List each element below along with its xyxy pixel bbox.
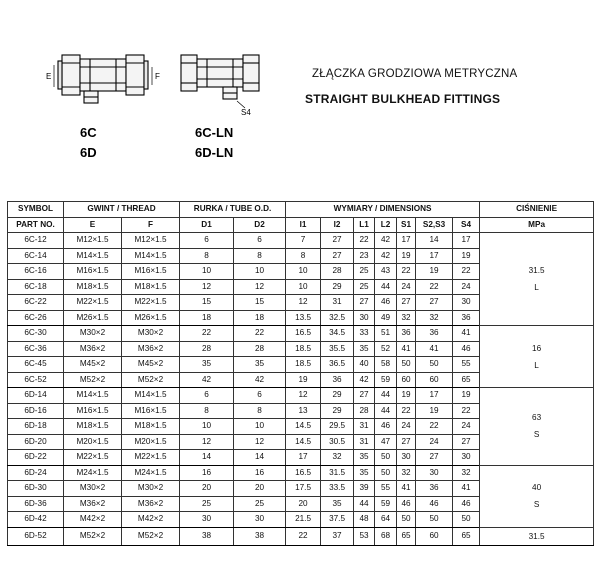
table-cell: 36.5: [321, 357, 354, 373]
table-cell: 15: [234, 295, 286, 311]
table-cell: 30: [234, 512, 286, 528]
subheader-cell: PART NO.: [8, 217, 64, 233]
table-cell: 29.5: [321, 419, 354, 435]
table-cell: 12: [286, 388, 321, 404]
table-cell: 27: [397, 434, 416, 450]
table-cell: 33.5: [321, 481, 354, 497]
subheader-cell: MPa: [480, 217, 594, 233]
table-cell: M12×1.5: [64, 233, 122, 249]
table-cell: 12: [180, 279, 234, 295]
table-cell: 65: [397, 527, 416, 545]
table-cell: 27: [354, 295, 375, 311]
table-cell: 49: [375, 310, 397, 326]
dimension-s4-label: S4: [241, 108, 251, 117]
table-cell: 22: [453, 403, 480, 419]
title-english: STRAIGHT BULKHEAD FITTINGS: [305, 92, 501, 106]
table-cell: 24: [453, 279, 480, 295]
table-cell: 60: [397, 372, 416, 388]
part-number-cell: 6C-36: [8, 341, 64, 357]
table-cell: 36: [397, 326, 416, 342]
table-cell: 59: [375, 496, 397, 512]
table-cell: 22: [453, 264, 480, 280]
table-cell: 46: [375, 419, 397, 435]
table-cell: M36×2: [122, 341, 180, 357]
table-cell: 50: [416, 357, 453, 373]
table-cell: M42×2: [64, 512, 122, 528]
table-cell: 27: [453, 434, 480, 450]
part-number-cell: 6D-22: [8, 450, 64, 466]
table-cell: 68: [375, 527, 397, 545]
table-cell: M42×2: [122, 512, 180, 528]
table-cell: 46: [453, 496, 480, 512]
table-cell: 30: [180, 512, 234, 528]
table-cell: M36×2: [64, 496, 122, 512]
table-cell: 41: [397, 341, 416, 357]
table-subheader-row: [8, 217, 594, 233]
table-cell: M20×1.5: [64, 434, 122, 450]
part-number-cell: 6D-52: [8, 527, 64, 545]
table-cell: M30×2: [64, 326, 122, 342]
table-cell: 8: [286, 248, 321, 264]
table-cell: 31: [354, 419, 375, 435]
table-cell: 27: [416, 450, 453, 466]
table-cell: 25: [354, 279, 375, 295]
table-cell: M20×1.5: [122, 434, 180, 450]
table-cell: 32: [453, 465, 480, 481]
table-cell: 31.5: [321, 465, 354, 481]
table-cell: 16.5: [286, 326, 321, 342]
part-number-cell: 6D-36: [8, 496, 64, 512]
specification-table: [7, 201, 594, 546]
table-cell: 50: [375, 465, 397, 481]
table-cell: 29: [321, 388, 354, 404]
table-cell: 44: [375, 403, 397, 419]
table-cell: 36: [416, 481, 453, 497]
table-cell: 35: [354, 341, 375, 357]
table-cell: M45×2: [64, 357, 122, 373]
part-number-cell: 6D-24: [8, 465, 64, 481]
table-cell: 46: [416, 496, 453, 512]
table-cell: 32: [397, 310, 416, 326]
table-cell: 12: [180, 434, 234, 450]
table-cell: 31: [354, 434, 375, 450]
pressure-cell: [480, 388, 594, 466]
table-cell: 10: [286, 264, 321, 280]
pressure-cell: [480, 465, 594, 527]
table-cell: 24: [397, 279, 416, 295]
pressure-value: 31.5: [528, 531, 545, 541]
table-cell: 22: [234, 326, 286, 342]
table-cell: 16.5: [286, 465, 321, 481]
table-cell: 50: [416, 512, 453, 528]
table-cell: 50: [397, 357, 416, 373]
table-cell: 6: [180, 388, 234, 404]
pressure-value: 16: [532, 343, 542, 353]
table-cell: 22: [416, 279, 453, 295]
part-number-cell: 6D-42: [8, 512, 64, 528]
table-cell: 38: [180, 527, 234, 545]
table-cell: 28: [354, 403, 375, 419]
table-cell: 50: [397, 512, 416, 528]
table-cell: 44: [354, 496, 375, 512]
table-cell: 42: [234, 372, 286, 388]
part-number-cell: 6D-18: [8, 419, 64, 435]
table-cell: 18: [180, 310, 234, 326]
table-cell: 27: [397, 295, 416, 311]
table-cell: 60: [416, 527, 453, 545]
table-cell: 14: [416, 233, 453, 249]
table-cell: 50: [375, 450, 397, 466]
table-cell: 12: [286, 295, 321, 311]
table-cell: M16×1.5: [64, 403, 122, 419]
table-cell: M30×2: [122, 326, 180, 342]
table-cell: 34.5: [321, 326, 354, 342]
table-cell: 18.5: [286, 341, 321, 357]
table-cell: 17: [397, 233, 416, 249]
table-cell: 42: [375, 233, 397, 249]
table-cell: 23: [354, 248, 375, 264]
table-cell: 32: [416, 310, 453, 326]
table-cell: M52×2: [122, 372, 180, 388]
table-cell: 48: [354, 512, 375, 528]
table-cell: 19: [286, 372, 321, 388]
pressure-value: S: [533, 430, 540, 440]
table-cell: 53: [354, 527, 375, 545]
table-cell: 52: [375, 341, 397, 357]
table-cell: 39: [354, 481, 375, 497]
subheader-cell: E: [64, 217, 122, 233]
part-number-cell: 6D-16: [8, 403, 64, 419]
table-cell: M36×2: [64, 341, 122, 357]
table-cell: 30.5: [321, 434, 354, 450]
subheader-cell: S4: [453, 217, 480, 233]
table-cell: M18×1.5: [64, 419, 122, 435]
subheader-cell: I1: [286, 217, 321, 233]
table-cell: 25: [354, 264, 375, 280]
table-cell: 51: [375, 326, 397, 342]
table-cell: 46: [375, 295, 397, 311]
table-cell: M18×1.5: [122, 279, 180, 295]
table-cell: M16×1.5: [122, 403, 180, 419]
part-number-cell: 6D-14: [8, 388, 64, 404]
table-cell: 16: [180, 465, 234, 481]
pressure-value: 63: [532, 413, 542, 423]
table-cell: 18: [234, 310, 286, 326]
table-cell: 12: [234, 279, 286, 295]
table-cell: 27: [321, 233, 354, 249]
title-polish: ZŁĄCZKA GRODZIOWA METRYCZNA: [312, 68, 518, 80]
table-cell: 17: [416, 248, 453, 264]
header-thread: GWINT / THREAD: [64, 202, 180, 218]
part-number-cell: 6C-22: [8, 295, 64, 311]
table-cell: 22: [180, 326, 234, 342]
pressure-cell: [480, 527, 594, 545]
table-cell: 17: [416, 388, 453, 404]
table-cell: M12×1.5: [122, 233, 180, 249]
subheader-cell: D1: [180, 217, 234, 233]
table-cell: 14.5: [286, 419, 321, 435]
table-cell: 17.5: [286, 481, 321, 497]
part-number-cell: 6C-52: [8, 372, 64, 388]
table-row: [8, 527, 594, 545]
table-cell: 18.5: [286, 357, 321, 373]
table-cell: M24×1.5: [64, 465, 122, 481]
part-number-cell: 6D-30: [8, 481, 64, 497]
table-cell: M14×1.5: [122, 388, 180, 404]
part-number-cell: 6D-20: [8, 434, 64, 450]
table-cell: M30×2: [64, 481, 122, 497]
table-cell: 32: [321, 450, 354, 466]
table-cell: 22: [416, 419, 453, 435]
table-cell: 10: [180, 419, 234, 435]
table-cell: 30: [453, 295, 480, 311]
table-cell: 47: [375, 434, 397, 450]
header-tube: RURKA / TUBE O.D.: [180, 202, 286, 218]
table-cell: 50: [453, 512, 480, 528]
subheader-cell: S1: [397, 217, 416, 233]
pressure-value: L: [534, 283, 539, 292]
part-code-6d: 6D: [80, 145, 97, 160]
table-cell: 28: [321, 264, 354, 280]
table-cell: 10: [234, 264, 286, 280]
table-cell: 28: [180, 341, 234, 357]
table-cell: 8: [180, 248, 234, 264]
table-cell: 19: [416, 403, 453, 419]
table-cell: 29: [321, 403, 354, 419]
table-cell: 41: [397, 481, 416, 497]
table-cell: 15: [180, 295, 234, 311]
pressure-value: S: [533, 500, 540, 509]
table-cell: 35: [234, 357, 286, 373]
part-number-cell: 6C-14: [8, 248, 64, 264]
table-cell: 30: [397, 450, 416, 466]
table-cell: 42: [375, 248, 397, 264]
table-cell: M14×1.5: [64, 388, 122, 404]
table-cell: M26×1.5: [64, 310, 122, 326]
table-cell: 27: [321, 248, 354, 264]
table-cell: 8: [234, 248, 286, 264]
table-cell: M36×2: [122, 496, 180, 512]
table-row: [8, 233, 594, 249]
table-cell: 35: [354, 465, 375, 481]
subheader-cell: I2: [321, 217, 354, 233]
table-cell: M22×1.5: [122, 295, 180, 311]
table-cell: 24: [453, 419, 480, 435]
table-cell: 32: [397, 465, 416, 481]
subheader-cell: S2,S3: [416, 217, 453, 233]
table-cell: 27: [416, 295, 453, 311]
table-cell: 19: [453, 248, 480, 264]
table-cell: 17: [453, 233, 480, 249]
table-cell: 41: [453, 481, 480, 497]
table-cell: M22×1.5: [64, 295, 122, 311]
table-cell: 24: [397, 419, 416, 435]
table-cell: 55: [375, 481, 397, 497]
part-number-cell: 6C-45: [8, 357, 64, 373]
table-cell: 35.5: [321, 341, 354, 357]
table-cell: 13.5: [286, 310, 321, 326]
table-cell: 10: [180, 264, 234, 280]
table-cell: 6: [234, 233, 286, 249]
table-cell: 30: [354, 310, 375, 326]
part-number-cell: 6C-16: [8, 264, 64, 280]
table-cell: 58: [375, 357, 397, 373]
header-dimensions: WYMIARY / DIMENSIONS: [286, 202, 480, 218]
table-cell: M22×1.5: [122, 450, 180, 466]
pressure-value: L: [534, 360, 539, 370]
table-cell: M30×2: [122, 481, 180, 497]
dimension-e-label: E: [46, 72, 52, 81]
table-cell: 35: [354, 450, 375, 466]
table-cell: 7: [286, 233, 321, 249]
table-cell: 42: [354, 372, 375, 388]
table-body: [8, 233, 594, 546]
table-cell: 8: [180, 403, 234, 419]
table-cell: 42: [180, 372, 234, 388]
table-cell: 22: [397, 403, 416, 419]
table-cell: 32.5: [321, 310, 354, 326]
table-cell: 60: [416, 372, 453, 388]
table-cell: 41: [416, 341, 453, 357]
table-cell: 10: [286, 279, 321, 295]
table-cell: 44: [375, 279, 397, 295]
header-pressure: CIŚNIENIE: [480, 202, 594, 218]
table-cell: 20: [180, 481, 234, 497]
table-cell: M52×2: [64, 527, 122, 545]
table-cell: 19: [416, 264, 453, 280]
table-cell: 44: [375, 388, 397, 404]
table-cell: 27: [354, 388, 375, 404]
table-cell: 24: [416, 434, 453, 450]
part-code-6c: 6C: [80, 125, 97, 140]
table-cell: 20: [286, 496, 321, 512]
bulkhead-fitting-ln-drawing: [175, 45, 295, 120]
table-cell: M16×1.5: [122, 264, 180, 280]
table-cell: 35: [180, 357, 234, 373]
table-cell: M52×2: [122, 527, 180, 545]
pressure-value: 31.5: [528, 266, 545, 275]
pressure-cell: [480, 233, 594, 326]
table-cell: 59: [375, 372, 397, 388]
table-cell: M18×1.5: [64, 279, 122, 295]
subheader-cell: D2: [234, 217, 286, 233]
table-cell: 25: [180, 496, 234, 512]
table-cell: 13: [286, 403, 321, 419]
table-cell: 10: [234, 419, 286, 435]
table-cell: M45×2: [122, 357, 180, 373]
table-cell: 31: [321, 295, 354, 311]
table-cell: 20: [234, 481, 286, 497]
table-cell: 35: [321, 496, 354, 512]
subheader-cell: L2: [375, 217, 397, 233]
table-cell: 40: [354, 357, 375, 373]
table-cell: 19: [397, 388, 416, 404]
table-cell: 8: [234, 403, 286, 419]
table-cell: M24×1.5: [122, 465, 180, 481]
subheader-cell: F: [122, 217, 180, 233]
table-cell: 22: [286, 527, 321, 545]
table-cell: M22×1.5: [64, 450, 122, 466]
table-row: [8, 465, 594, 481]
table-cell: 21.5: [286, 512, 321, 528]
bulkhead-fitting-drawing: [40, 45, 170, 115]
table-cell: 14: [180, 450, 234, 466]
dimension-f-label: F: [155, 72, 160, 81]
table-cell: 16: [234, 465, 286, 481]
table-cell: 33: [354, 326, 375, 342]
pressure-value: 40: [532, 483, 542, 492]
table-cell: M14×1.5: [122, 248, 180, 264]
subheader-cell: L1: [354, 217, 375, 233]
table-cell: 17: [286, 450, 321, 466]
table-cell: 28: [234, 341, 286, 357]
table-cell: 19: [453, 388, 480, 404]
table-cell: 12: [234, 434, 286, 450]
table-cell: 37: [321, 527, 354, 545]
table-cell: 65: [453, 527, 480, 545]
table-cell: 22: [354, 233, 375, 249]
part-number-cell: 6C-26: [8, 310, 64, 326]
header-symbol: SYMBOL: [8, 202, 64, 218]
table-cell: 30: [453, 450, 480, 466]
part-number-cell: 6C-18: [8, 279, 64, 295]
part-code-6c-ln: 6C-LN: [195, 125, 234, 140]
table-cell: 65: [453, 372, 480, 388]
table-cell: 36: [321, 372, 354, 388]
table-cell: 14.5: [286, 434, 321, 450]
table-cell: 37.5: [321, 512, 354, 528]
table-cell: M26×1.5: [122, 310, 180, 326]
table-cell: M16×1.5: [64, 264, 122, 280]
table-cell: 6: [180, 233, 234, 249]
pressure-cell: [480, 326, 594, 388]
part-number-cell: 6C-30: [8, 326, 64, 342]
part-code-6d-ln: 6D-LN: [195, 145, 234, 160]
table-cell: M14×1.5: [64, 248, 122, 264]
table-cell: 36: [416, 326, 453, 342]
table-cell: M52×2: [64, 372, 122, 388]
table-row: [8, 326, 594, 342]
part-number-cell: 6C-12: [8, 233, 64, 249]
table-cell: 25: [234, 496, 286, 512]
table-cell: 46: [397, 496, 416, 512]
table-cell: 55: [453, 357, 480, 373]
table-cell: 6: [234, 388, 286, 404]
table-cell: 19: [397, 248, 416, 264]
table-cell: 43: [375, 264, 397, 280]
table-row: [8, 388, 594, 404]
table-cell: 30: [416, 465, 453, 481]
table-cell: 14: [234, 450, 286, 466]
table-cell: 22: [397, 264, 416, 280]
table-cell: 41: [453, 326, 480, 342]
table-cell: 29: [321, 279, 354, 295]
table-cell: 46: [453, 341, 480, 357]
table-cell: 36: [453, 310, 480, 326]
table-cell: 64: [375, 512, 397, 528]
table-cell: M18×1.5: [122, 419, 180, 435]
table-cell: 38: [234, 527, 286, 545]
